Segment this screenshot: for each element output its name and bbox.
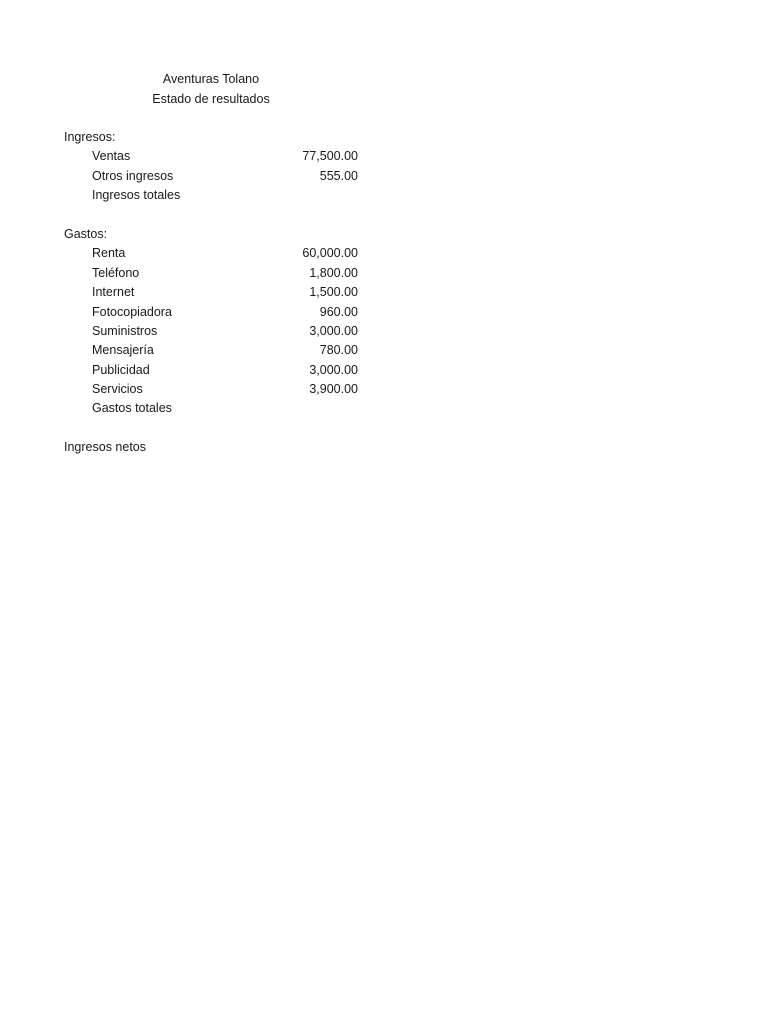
expense-label: Internet — [92, 285, 135, 300]
expense-row-suministros — [64, 322, 358, 341]
spacer-row — [64, 419, 358, 438]
report-title: Estado de resultados — [152, 91, 270, 106]
expenses-total-row — [64, 399, 358, 418]
income-statement — [64, 128, 358, 458]
income-label: Ventas — [92, 149, 131, 164]
income-row-otros-ingresos — [64, 167, 358, 186]
expense-amount: 1,800.00 — [309, 265, 358, 280]
expense-row-telefono — [64, 264, 358, 283]
income-total-label: Ingresos totales — [92, 188, 181, 203]
company-name: Aventuras Tolano — [162, 72, 260, 86]
expense-label: Renta — [92, 246, 126, 261]
expenses-heading: Gastos: — [64, 226, 108, 241]
expense-amount: 780.00 — [319, 343, 358, 358]
expense-amount: 3,000.00 — [309, 362, 358, 377]
expenses-heading-row — [64, 225, 358, 244]
expense-amount: 3,900.00 — [309, 382, 358, 397]
income-label: Otros ingresos — [92, 168, 174, 183]
income-amount: 77,500.00 — [302, 149, 358, 164]
expense-row-publicidad — [64, 361, 358, 380]
report-header — [64, 70, 358, 109]
expense-amount: 3,000.00 — [309, 323, 358, 338]
expense-label: Suministros — [92, 323, 158, 338]
expenses-total-label: Gastos totales — [92, 401, 172, 416]
expense-row-internet — [64, 283, 358, 302]
expense-label: Servicios — [92, 382, 143, 397]
expense-row-mensajeria — [64, 341, 358, 360]
expense-amount: 1,500.00 — [309, 285, 358, 300]
income-amount: 555.00 — [319, 168, 358, 183]
spacer-row — [64, 206, 358, 225]
expense-amount: 960.00 — [319, 304, 358, 319]
expense-label: Teléfono — [92, 265, 140, 280]
income-heading: Ingresos: — [64, 130, 116, 144]
income-total-row — [64, 186, 358, 205]
expense-amount: 60,000.00 — [302, 246, 358, 261]
income-heading-row — [64, 128, 358, 147]
net-income-label: Ingresos netos — [64, 440, 146, 455]
expense-label: Publicidad — [92, 362, 150, 377]
expense-row-servicios — [64, 380, 358, 399]
expense-label: Fotocopiadora — [92, 304, 172, 319]
income-row-ventas — [64, 147, 358, 166]
expense-row-renta — [64, 244, 358, 263]
expense-label: Mensajería — [92, 343, 154, 358]
expense-row-fotocopiadora — [64, 303, 358, 322]
net-income-row — [64, 438, 358, 457]
